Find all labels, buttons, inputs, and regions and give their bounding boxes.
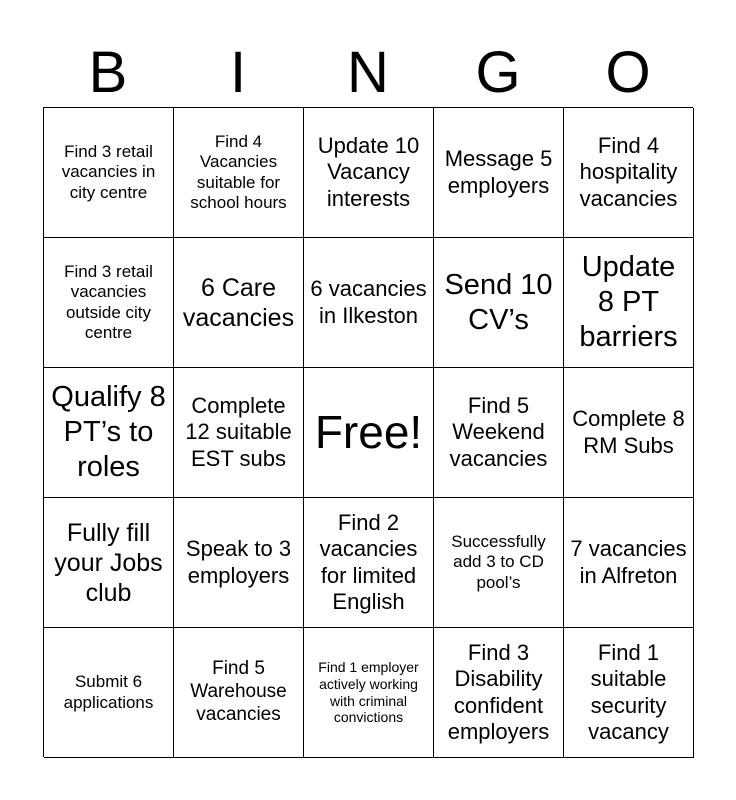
bingo-cell[interactable]: 7 vacancies in Alfreton — [564, 498, 694, 628]
header-letter-n: N — [347, 40, 389, 105]
bingo-cell[interactable]: Complete 12 suitable EST subs — [174, 368, 304, 498]
bingo-header — [43, 38, 693, 108]
bingo-cell[interactable]: Find 3 retail vacancies in city centre — [44, 108, 174, 238]
bingo-cell[interactable]: Successfully add 3 to CD pool’s — [434, 498, 564, 628]
bingo-cell[interactable]: Find 5 Warehouse vacancies — [174, 628, 304, 758]
free-space[interactable]: Free! — [304, 368, 434, 498]
bingo-cell[interactable]: Complete 8 RM Subs — [564, 368, 694, 498]
header-letter-i: I — [229, 40, 247, 105]
bingo-cell[interactable]: Send 10 CV’s — [434, 238, 564, 368]
bingo-cell[interactable]: Update 8 PT barriers — [564, 238, 694, 368]
bingo-cell[interactable]: Find 4 hospitality vacancies — [564, 108, 694, 238]
bingo-board — [43, 107, 693, 757]
bingo-cell[interactable]: Find 1 suitable security vacancy — [564, 628, 694, 758]
bingo-cell[interactable]: Submit 6 applications — [44, 628, 174, 758]
bingo-cell[interactable]: Find 1 employer actively working with criminal convictions — [304, 628, 434, 758]
bingo-cell[interactable]: Find 5 Weekend vacancies — [434, 368, 564, 498]
bingo-cell[interactable]: Find 2 vacancies for limited English — [304, 498, 434, 628]
header-letter-o: O — [605, 40, 651, 105]
bingo-cell[interactable]: Fully fill your Jobs club — [44, 498, 174, 628]
bingo-cell[interactable]: Find 3 retail vacancies outside city centre — [44, 238, 174, 368]
bingo-cell[interactable]: Speak to 3 employers — [174, 498, 304, 628]
bingo-cell[interactable]: Find 3 Disability confident employers — [434, 628, 564, 758]
bingo-cell[interactable]: Update 10 Vacancy interests — [304, 108, 434, 238]
header-letter-b: B — [88, 40, 128, 105]
bingo-cell[interactable]: Qualify 8 PT’s to roles — [44, 368, 174, 498]
bingo-cell[interactable]: Message 5 employers — [434, 108, 564, 238]
bingo-cell[interactable]: 6 Care vacancies — [174, 238, 304, 368]
bingo-cell[interactable]: 6 vacancies in Ilkeston — [304, 238, 434, 368]
bingo-cell[interactable]: Find 4 Vacancies suitable for school hours — [174, 108, 304, 238]
header-letter-g: G — [475, 40, 521, 105]
